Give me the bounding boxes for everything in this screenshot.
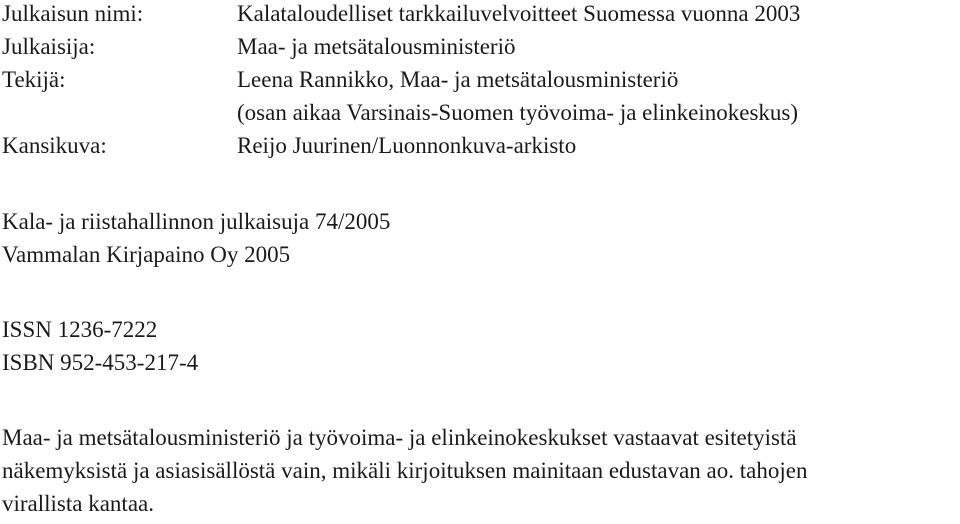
title-value: Kalataloudelliset tarkkailuvelvoitteet Suomessa vuonna 2003 — [237, 1, 801, 26]
printer-line: Vammalan Kirjapaino Oy 2005 — [2, 242, 291, 267]
series-line: Kala- ja riistahallinnon julkaisuja 74/2005 — [2, 209, 391, 234]
issn-line: ISSN 1236-7222 — [2, 317, 158, 342]
isbn-line: ISBN 952-453-217-4 — [2, 350, 199, 375]
disclaimer-line-1: Maa- ja metsätalousministeriö ja työvoima- ja elinkeinokeskukset vastaavat esitetyistä — [2, 425, 797, 450]
publisher-value: Maa- ja metsätalousministeriö — [237, 34, 516, 59]
title-label: Julkaisun nimi: — [2, 1, 144, 26]
author-note-value: (osan aikaa Varsinais-Suomen työvoima- ja elinkeinokeskus) — [237, 100, 799, 125]
disclaimer-line-2: näkemyksistä ja asiasisällöstä vain, mikäli kirjoituksen mainitaan edustavan ao. tahojen — [2, 458, 808, 483]
disclaimer-line-3: virallista kantaa. — [2, 491, 154, 516]
cover-label: Kansikuva: — [2, 133, 107, 158]
cover-value: Reijo Juurinen/Luonnonkuva-arkisto — [237, 133, 577, 158]
publisher-label: Julkaisija: — [2, 34, 96, 59]
author-label: Tekijä: — [2, 67, 66, 92]
author-value: Leena Rannikko, Maa- ja metsätalousministeriö — [237, 67, 679, 92]
